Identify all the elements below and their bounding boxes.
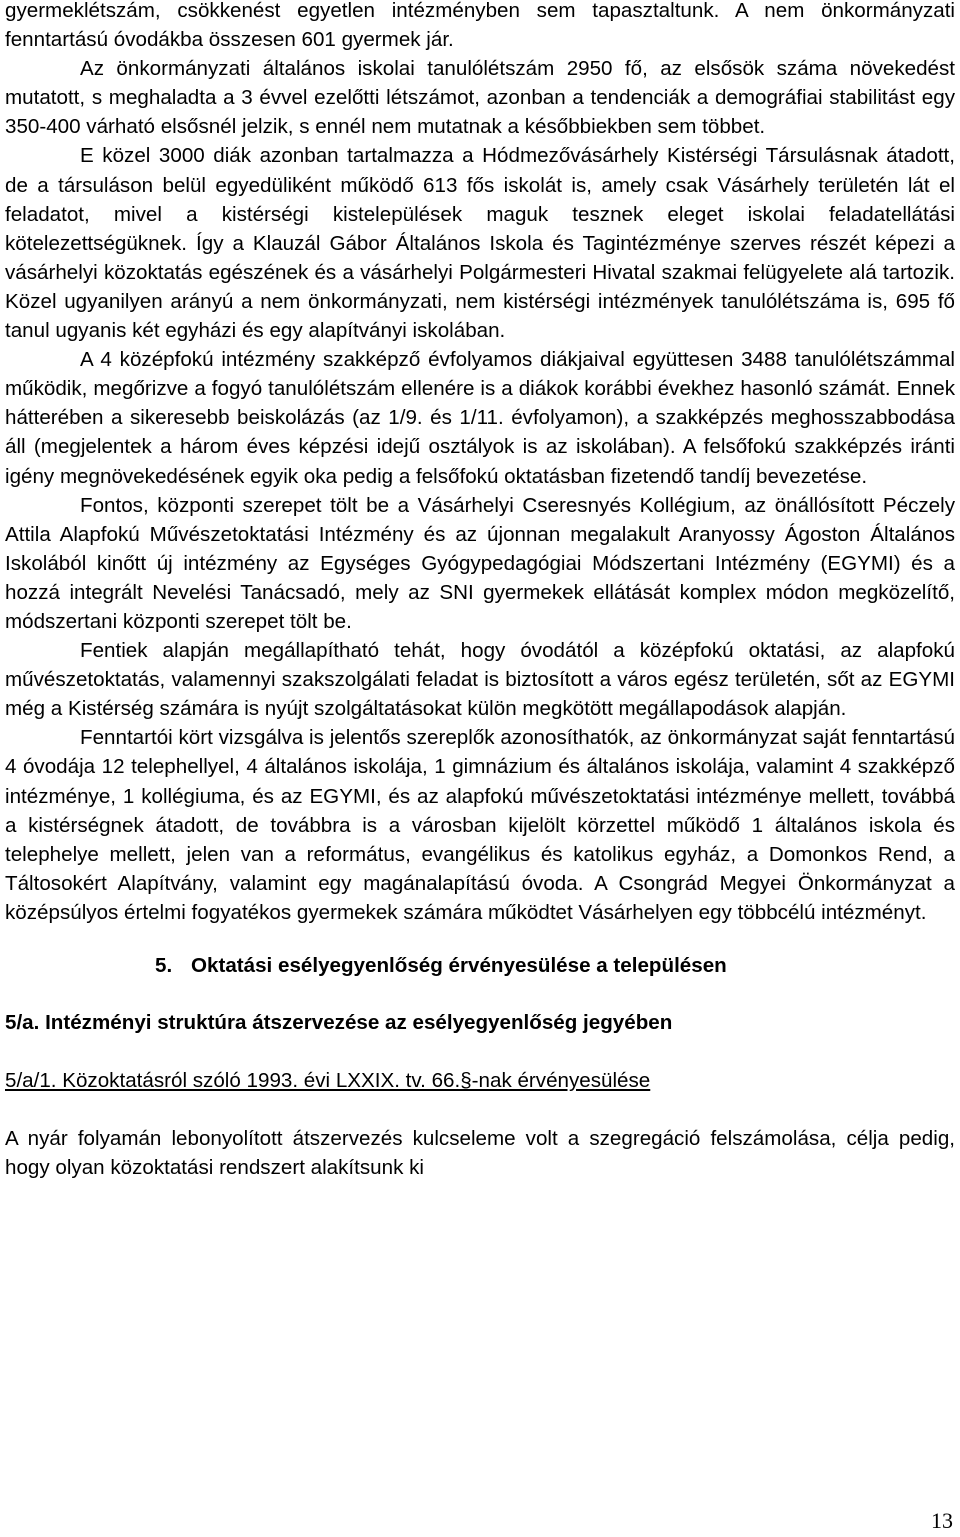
subsection-heading-5a1: 5/a/1. Közoktatásról szóló 1993. évi LXXIX. tv. 66.§-nak érvényesülése [5,1069,651,1093]
paragraph-central-institutions: Fontos, központi szerepet tölt be a Vásárhelyi Cseresnyés Kollégium, az önállósított Péczely Attila Alapfokú Művészetoktatási Intézmény és az újonnan megalakult Aranyossy Ágoston Általános Iskolából kinőtt új intézmény az Egységes Gyógypedagógiai Módszertani Intézmény (EGYMI) és a hozzá integrált Nevelési Tanácsadó, mely az SNI gyermekek ellátását komplex módon megközelítő, módszertani központi szerepet tölt be. [5,493,955,633]
subsection-heading-5a: 5/a. Intézményi struktúra átszervezése az esélyegyenlőség jegyében [5,1011,673,1035]
section-number: 5. [155,954,173,977]
paragraph-kindergarten-summary: gyermeklétszám, csökkenést egyetlen intézményben sem tapasztaltunk. A nem önkormányzati fenntartású óvodákba összesen 601 gyermek jár. [5,0,955,52]
paragraph-primary-school-enrollment: Az önkormányzati általános iskolai tanulólétszám 2950 fő, az elsősök száma növekedést mutatott, s meghaladta a 3 évvel ezelőtti létszámot, azonban a tendenciák a demográfiai stabilitást egy 350-400 várható elsősnél jelzik, s ennél nem mutatnak a későbbiekben sem többet. [5,57,955,139]
document-page [5,0,955,1182]
paragraph-secondary-institutions: A 4 középfokú intézmény szakképző évfolyamos diákjaival együttesen 3488 tanulólétszámmal működik, megőrizve a fogyó tanulólétszám ellenére is a diákok korábbi évekhez hasonló számát. Ennek hátterében a sikeresebb beiskolázás (az 1/9. és 1/11. évfolyamon), a szakképzés meghosszabbodása áll (megjelentek a három éves képzési idejű osztályok is az iskolában). A felsőfokú szakképzés iránti igény megnövekedésének egyik oka pedig a felsőfokú oktatásban fizetendő tandíj bevezetése. [5,348,955,488]
section-heading-5 [5,951,955,980]
section-title: Oktatási esélyegyenlőség érvényesülése a településen [191,954,727,977]
paragraph-klauzal-school: E közel 3000 diák azonban tartalmazza a Hódmezővásárhely Kistérségi Társulásnak átadott, de a társuláson belül egyedüliként működő 613 fős iskolát is, amely csak Vásárhely területén lát el feladatot, mivel a kistérségi kistelepülések maguk tesznek eleget iskolai feladatellátási kötelezettségüknek. Így a Klauzál Gábor Általános Iskola és Tagintézménye szerves részét képezi a vásárhelyi közoktatás egészének és a vásárhelyi Polgármesteri Hivatal szakmai felügyelete alá tartozik. Közel ugyanilyen arányú a nem önkormányzati, nem kistérségi intézmények tanulólétszáma is, 695 fő tanul ugyanis két egyházi és egy alapítványi iskolában. [5,144,955,343]
paragraph-service-coverage: Fentiek alapján megállapítható tehát, hogy óvodától a középfokú oktatási, az alapfokú művészetoktatás, valamennyi szakszolgálati feladat is biztosított a város egész területén, sőt az EGYMI még a Kistérség számára is nyújt szolgáltatásokat külön megkötött megállapodások alapján. [5,639,955,721]
page-number: 13 [931,1508,953,1533]
paragraph-maintainers: Fenntartói kört vizsgálva is jelentős szereplők azonosíthatók, az önkormányzat saját fenntartású 4 óvodája 12 telephellyel, 4 általános iskolája, 1 gimnázium és általános iskolája, valamint 4 szakképző intézménye, 1 kollégiuma, és az EGYMI, és az alapfokú művészetoktatási intézménye mellett, továbbá a kistérségnek átadott, de továbbra is a városban kijelölt körzettel működő 1 általános iskola és telephelye mellett, jelen van a református, evangélikus és katolikus egyház, a Domonkos Rend, a Táltosokért Alapítvány, valamint egy magánalapítású óvoda. A Csongrád Megyei Önkormányzat a középsúlyos értelmi fogyatékos gyermekek számára működtet Vásárhelyen egy többcélú intézményt. [5,726,955,924]
paragraph-reorganization: A nyár folyamán lebonyolított átszervezés kulcseleme volt a szegregáció felszámolása, célja pedig, hogy olyan közoktatási rendszert alakítsunk ki [5,1127,955,1180]
